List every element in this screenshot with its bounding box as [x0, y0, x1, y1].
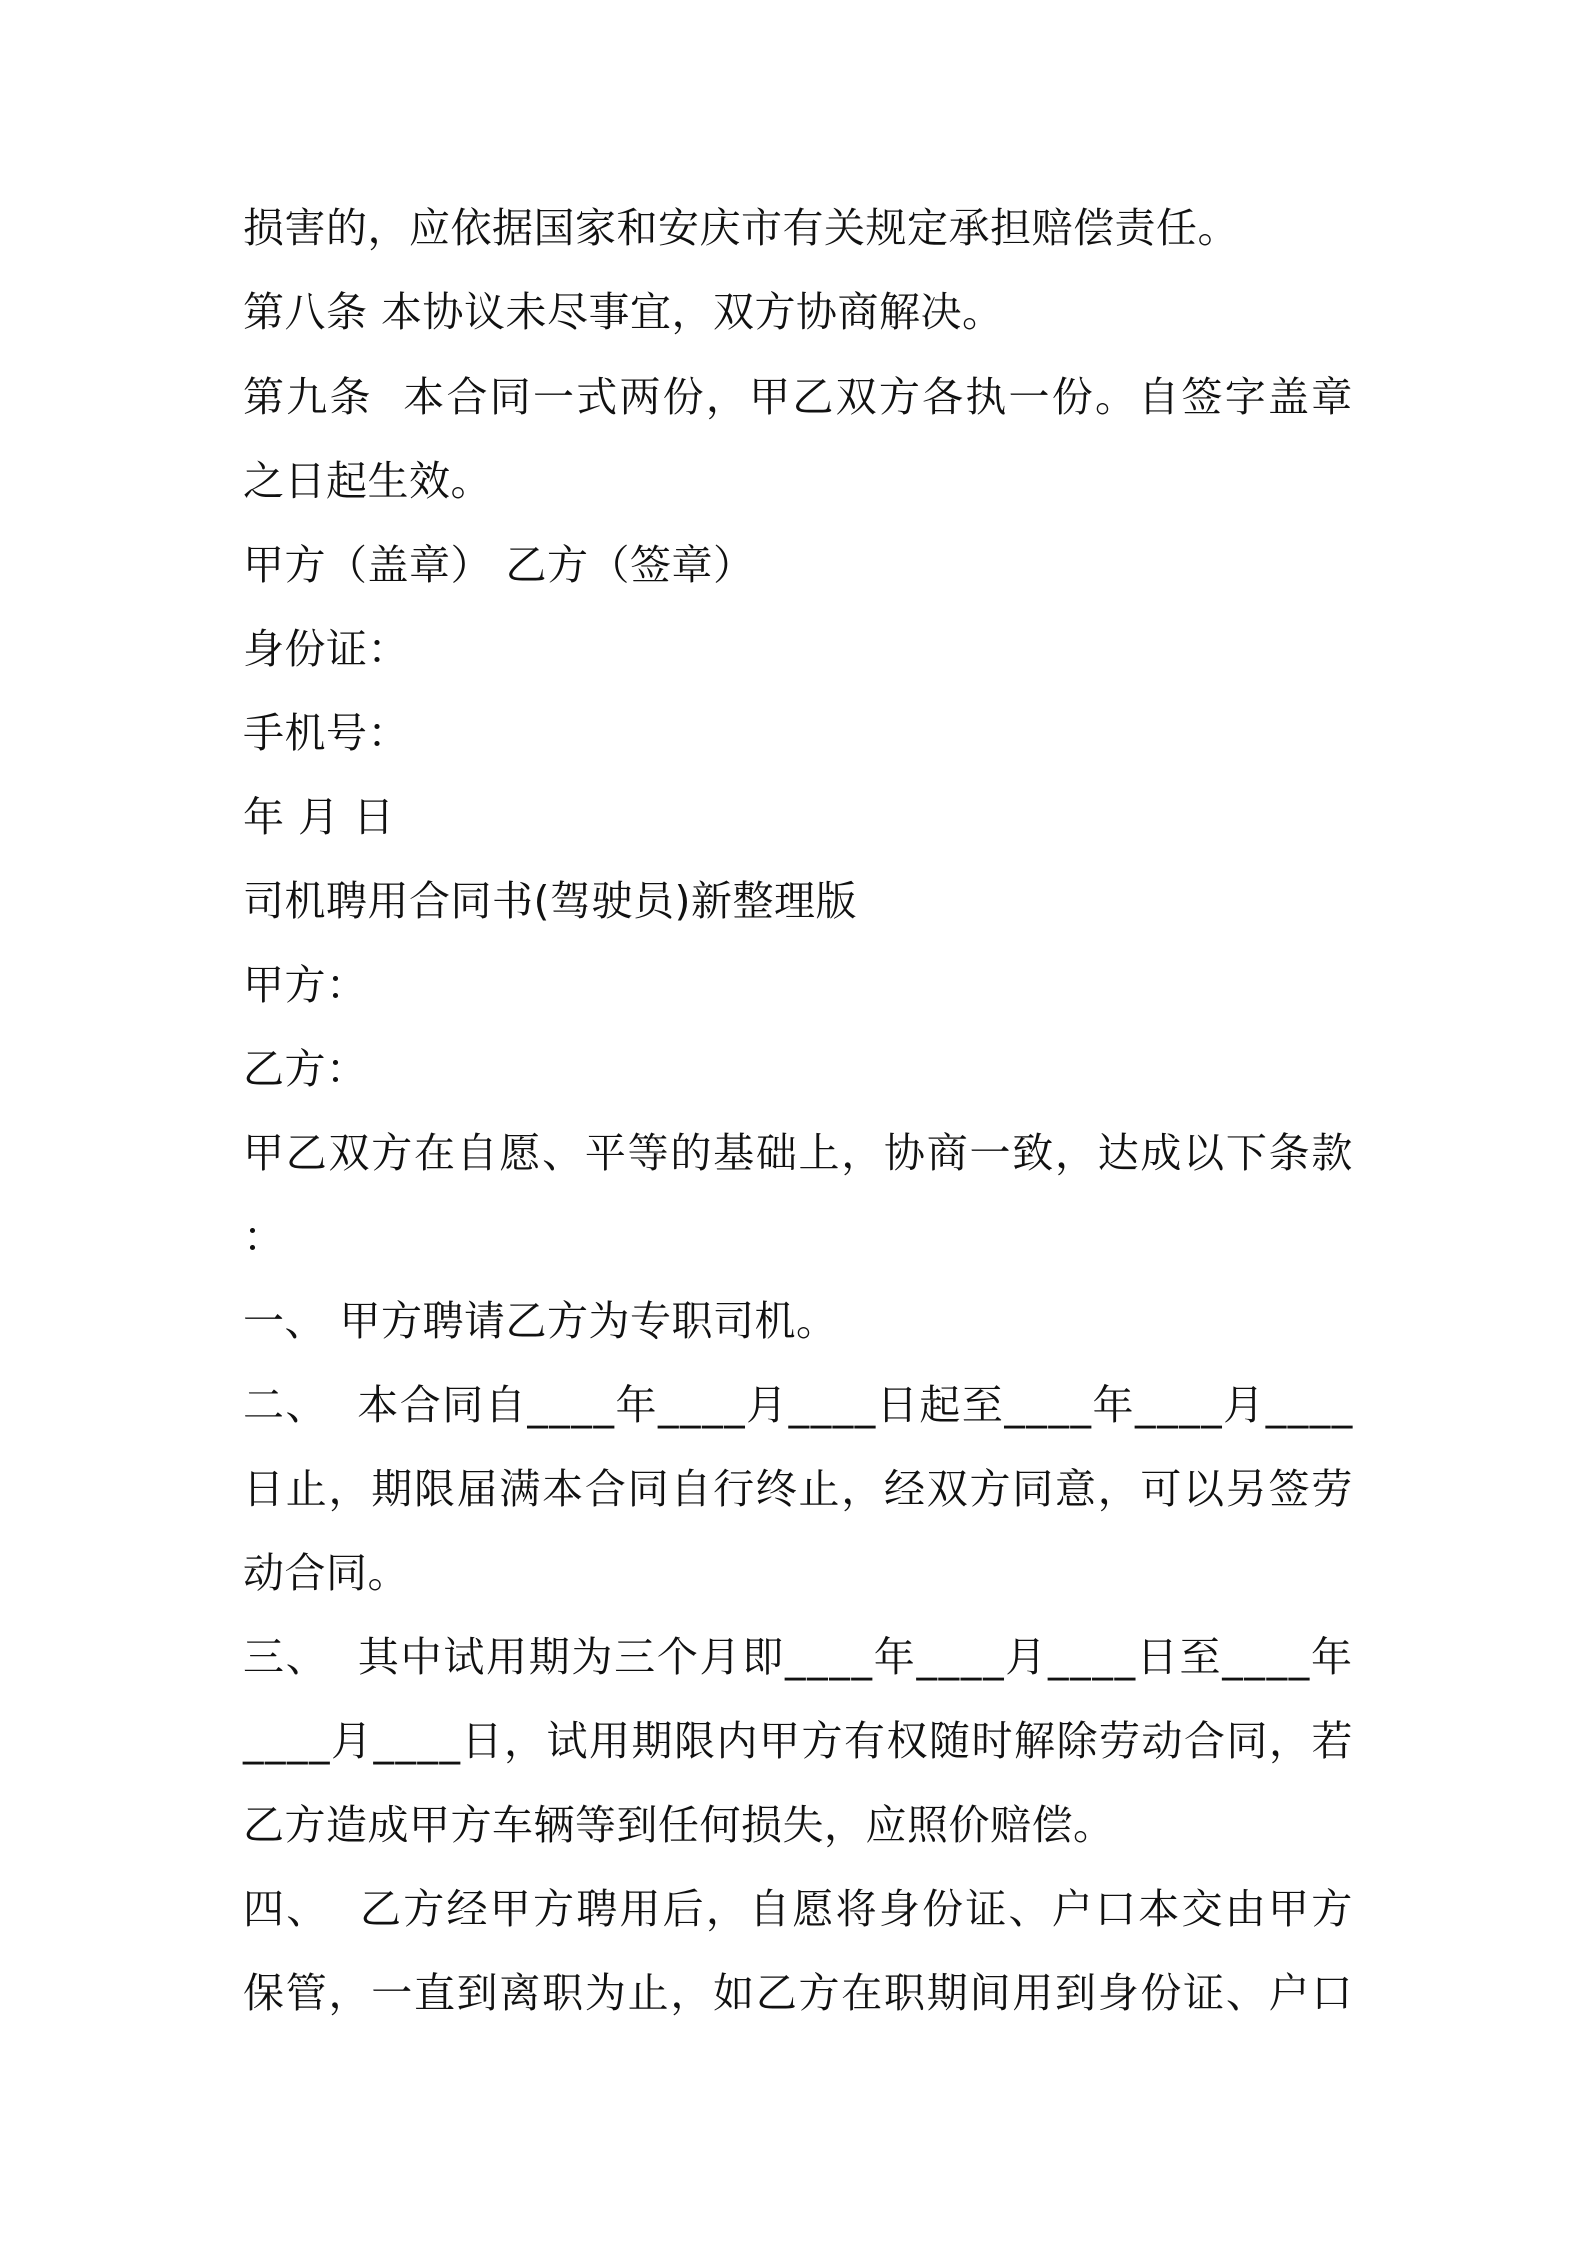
- clause-2: 二 、 本 合 同 自 _ _ _ _ 年 _ _ _ _ 月 _ _ _ _ 日 起 至 _ _ _ _ 年 _ _ _ _ 月 _ _ _ _: [243, 1381, 1353, 1429]
- text-line: 保 管 ， 一 直 到 离 职 为 止 ， 如 乙 方 在 职 期 间 用 到 身 份 证 、 户 口: [243, 1969, 1353, 2017]
- preamble: 甲 乙 双 方 在 自 愿 、 平 等 的 基 础 上 ， 协 商 一 致 ， 达 成 以 下 条 款: [243, 1129, 1353, 1177]
- text-line: 日 止 ， 期 限 届 满 本 合 同 自 行 终 止 ， 经 双 方 同 意 ， 可 以 另 签 劳: [243, 1465, 1353, 1513]
- party-a-label: 甲方：: [243, 961, 368, 1009]
- clause-4: 四 、 乙 方 经 甲 方 聘 用 后 ， 自 愿 将 身 份 证 、 户 口 本 交 由 甲 方: [243, 1885, 1353, 1933]
- document-title: 司机聘用合同书(驾驶员)新整理版: [243, 877, 857, 925]
- signature-parties: 甲方（盖章） 乙方（签章）: [243, 541, 755, 589]
- text-line: _ _ _ _ 月 _ _ _ _ 日 ， 试 用 期 限 内 甲 方 有 权 随 时 解 除 劳 动 合 同 ， 若: [243, 1717, 1353, 1765]
- article-8: 第八条 本协议未尽事宜，双方协商解决。: [243, 288, 1004, 336]
- clause-3: 三 、 其 中 试 用 期 为 三 个 月 即 _ _ _ _ 年 _ _ _ _ 月 _ _ _ _ 日 至 _ _ _ _ 年: [243, 1633, 1353, 1681]
- text-line: 之日起生效。: [243, 457, 492, 505]
- text-line: 动合同。: [243, 1549, 409, 1597]
- text-line: 乙方造成甲方车辆等到任何损失，应照价赔偿。: [243, 1801, 1115, 1849]
- clause-1: 一、 甲方聘请乙方为专职司机。: [243, 1297, 838, 1345]
- phone-label: 手机号：: [243, 709, 409, 757]
- date-line: 年 月 日: [243, 793, 395, 841]
- text-line: 损害的，应依据国家和安庆市有关规定承担赔偿责任。: [243, 204, 1239, 252]
- party-b-label: 乙方：: [243, 1045, 368, 1093]
- text-line: ：: [243, 1213, 285, 1261]
- id-card-label: 身份证：: [243, 625, 409, 673]
- article-9: 第 九 条 本 合 同 一 式 两 份 ， 甲 乙 双 方 各 执 一 份 。 自 签 字 盖 章: [243, 373, 1353, 421]
